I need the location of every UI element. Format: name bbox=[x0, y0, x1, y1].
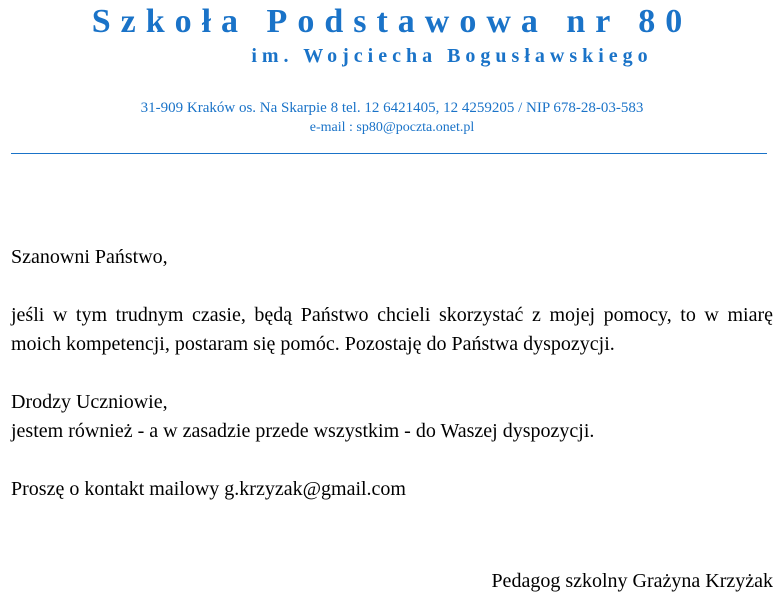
students-greeting: Drodzy Uczniowie, bbox=[11, 391, 168, 413]
school-patron: im. Wojciecha Bogusławskiego bbox=[251, 45, 653, 67]
spacer bbox=[11, 446, 773, 475]
school-name: Szkoła Podstawowa nr 80 bbox=[91, 3, 693, 40]
letterhead-divider bbox=[11, 153, 767, 154]
spacer bbox=[11, 272, 773, 301]
school-email: e-mail : sp80@poczta.onet.pl bbox=[309, 120, 475, 135]
contact-line: Proszę o kontakt mailowy g.krzyzak@gmail.com bbox=[11, 478, 406, 500]
signature: Pedagog szkolny Grażyna Krzyżak bbox=[491, 570, 773, 592]
spacer bbox=[11, 359, 773, 388]
paragraph-offer: jeśli w tym trudnym czasie, będą Państwo chcieli skorzystać z mojej pomocy, to w miarę moich kompetencji, postaram się pomóc. Pozostaję do Państwa dyspozycji. bbox=[11, 304, 773, 355]
greeting: Szanowni Państwo, bbox=[11, 246, 168, 268]
paragraph-students: jestem również - a w zasadzie przede wszystkim - do Waszej dyspozycji. bbox=[11, 420, 595, 442]
school-address: 31-909 Kraków os. Na Skarpie 8 tel. 12 6421405, 12 4259205 / NIP 678-28-03-583 bbox=[140, 100, 644, 116]
letter-body bbox=[11, 243, 773, 504]
